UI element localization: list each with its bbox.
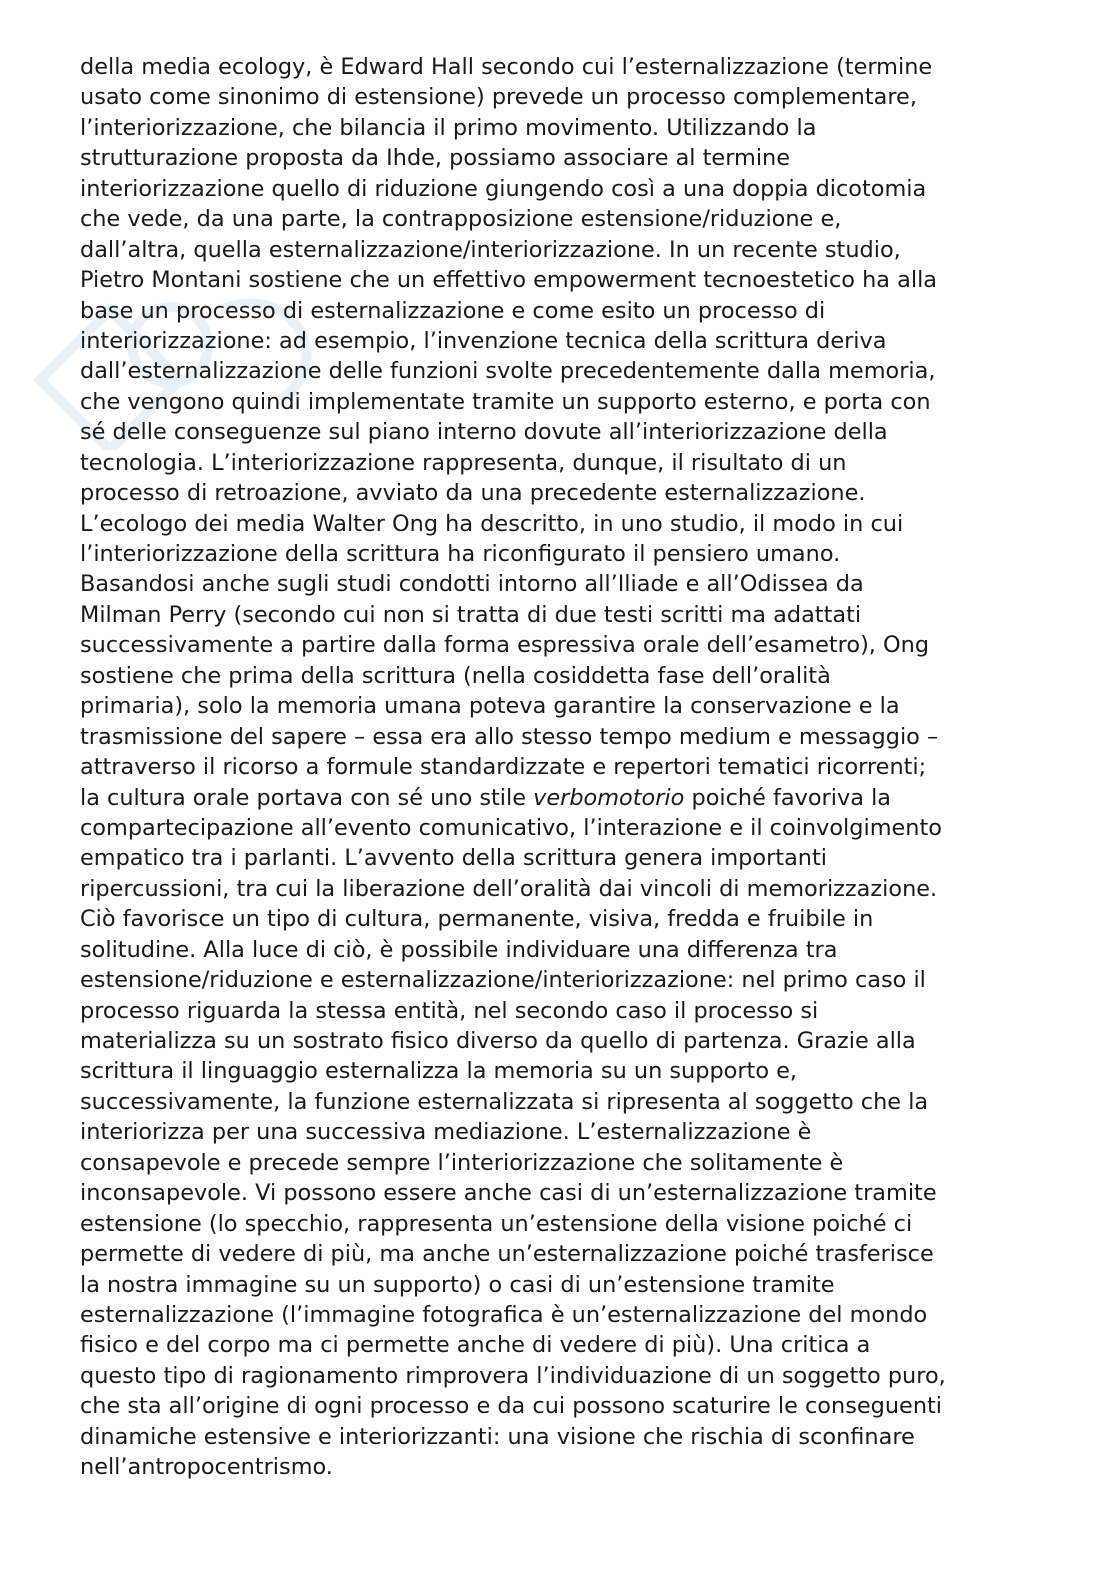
text-line: processo riguarda la stessa entità, nel secondo caso il processo si (80, 997, 819, 1024)
text-line: estensione (lo specchio, rappresenta un’estensione della visione poiché ci (80, 1210, 913, 1237)
text-line: la nostra immagine su un supporto) o casi di un’estensione tramite (80, 1271, 835, 1298)
text-line: Basandosi anche sugli studi condotti intorno all’Iliade e all’Odissea da (80, 571, 864, 598)
text-line: che sta all’origine di ogni processo e da cui possono scaturire le conseguenti (80, 1393, 943, 1420)
text-segment: la cultura orale portava con sé uno stile (80, 784, 534, 811)
text-line: permette di vedere di più, ma anche un’esternalizzazione poiché trasferisce (80, 1241, 934, 1268)
text-line: base un processo di esternalizzazione e come esito un processo di (80, 297, 826, 324)
text-line: scrittura il linguaggio esternalizza la memoria su un supporto e, (80, 1058, 798, 1085)
text-line: dinamiche estensive e interiorizzanti: una visione che rischia di sconfinare (80, 1423, 915, 1450)
text-line: dall’altra, quella esternalizzazione/interiorizzazione. In un recente studio, (80, 236, 901, 263)
text-line: Milman Perry (secondo cui non si tratta di due testi scritti ma adattati (80, 601, 862, 628)
text-line: empatico tra i parlanti. L’avvento della scrittura genera importanti (80, 845, 827, 872)
text-line: fisico e del corpo ma ci permette anche di vedere di più). Una critica a (80, 1332, 871, 1359)
text-line: successivamente a partire dalla forma espressiva orale dell’esametro), Ong (80, 632, 930, 659)
text-line: nell’antropocentrismo. (80, 1454, 333, 1481)
text-line: primaria), solo la memoria umana poteva garantire la conservazione e la (80, 693, 900, 720)
text-line: tecnologia. L’interiorizzazione rappresenta, dunque, il risultato di un (80, 449, 847, 476)
text-line: usato come sinonimo di estensione) prevede un processo complementare, (80, 84, 917, 111)
text-line: interiorizza per una successiva mediazione. L’esternalizzazione è (80, 1119, 812, 1146)
text-line: l’interiorizzazione, che bilancia il primo movimento. Utilizzando la (80, 114, 817, 141)
text-line (80, 783, 1030, 813)
text-line: L’ecologo dei media Walter Ong ha descritto, in uno studio, il modo in cui (80, 510, 904, 537)
text-line: sé delle conseguenze sul piano interno dovute all’interiorizzazione della (80, 419, 888, 446)
text-line: strutturazione proposta da Ihde, possiamo associare al termine (80, 145, 791, 172)
body-text (80, 52, 1030, 1483)
text-line: esternalizzazione (l’immagine fotografica è un’esternalizzazione del mondo (80, 1301, 928, 1328)
text-line: della media ecology, è Edward Hall secondo cui l’esternalizzazione (termine (80, 54, 933, 80)
text-line: Ciò favorisce un tipo di cultura, permanente, visiva, fredda e fruibile in (80, 906, 874, 933)
text-line: materializza su un sostrato fisico diverso da quello di partenza. Grazie alla (80, 1028, 916, 1054)
text-line: compartecipazione all’evento comunicativo, l’interazione e il coinvolgimento (80, 814, 942, 841)
text-line: Pietro Montani sostiene che un effettivo empowerment tecnoestetico ha alla (80, 267, 938, 294)
text-line: processo di retroazione, avviato da una precedente esternalizzazione. (80, 480, 866, 507)
text-line: sostiene che prima della scrittura (nella cosiddetta fase dell’oralità (80, 662, 831, 689)
text-line: successivamente, la funzione esternalizzata si ripresenta al soggetto che la (80, 1088, 929, 1115)
text-line: ripercussioni, tra cui la liberazione dell’oralità dai vincoli di memorizzazione. (80, 875, 938, 902)
text-line: trasmissione del sapere – essa era allo stesso tempo medium e messaggio – (80, 723, 939, 750)
text-line: inconsapevole. Vi possono essere anche casi di un’esternalizzazione tramite (80, 1180, 937, 1207)
text-line: che vede, da una parte, la contrapposizione estensione/riduzione e, (80, 206, 842, 233)
text-line: l’interiorizzazione della scrittura ha riconfigurato il pensiero umano. (80, 541, 841, 567)
text-line: consapevole e precede sempre l’interiorizzazione che solitamente è (80, 1149, 844, 1176)
text-line: solitudine. Alla luce di ciò, è possibile individuare una differenza tra (80, 936, 838, 963)
text-line: interiorizzazione quello di riduzione giungendo così a una doppia dicotomia (80, 175, 927, 202)
italic-term: verbomotorio (533, 784, 685, 811)
text-line: che vengono quindi implementate tramite un supporto esterno, e porta con (80, 388, 931, 415)
text-line: dall’esternalizzazione delle funzioni svolte precedentemente dalla memoria, (80, 358, 936, 385)
text-line: attraverso il ricorso a formule standardizzate e repertori tematici ricorrenti; (80, 754, 927, 781)
text-line: estensione/riduzione e esternalizzazione/interiorizzazione: nel primo caso il (80, 967, 926, 994)
text-line: interiorizzazione: ad esempio, l’invenzione tecnica della scrittura deriva (80, 327, 887, 354)
text-segment: poiché favoriva la (684, 784, 892, 811)
text-line: questo tipo di ragionamento rimprovera l’individuazione di un soggetto puro, (80, 1362, 946, 1389)
